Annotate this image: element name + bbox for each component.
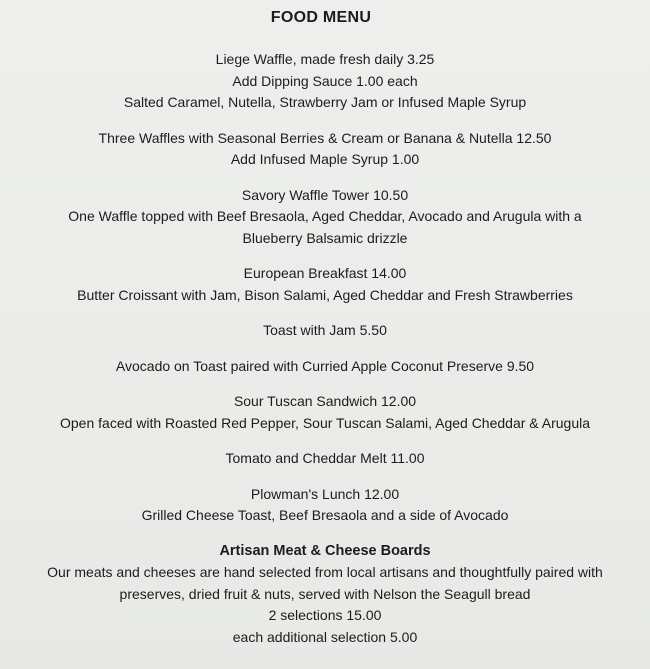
menu-item-line: European Breakfast 14.00 <box>243 265 407 281</box>
menu-title: FOOD MENU <box>270 9 372 26</box>
menu-item-line: Toast with Jam 5.50 <box>263 322 387 338</box>
menu-item-line: Add Dipping Sauce 1.00 each <box>232 72 418 89</box>
menu-sections <box>0 49 650 648</box>
menu-item-plowmans-lunch <box>0 484 650 527</box>
menu-item-line: Three Waffles with Seasonal Berries & Cream or Banana & Nutella 12.50 <box>98 129 552 146</box>
menu-item-savory-waffle-tower <box>0 185 650 250</box>
boards-line: Our meats and cheeses are hand selected from local artisans and thoughtfully paired with <box>47 564 603 580</box>
boards-line: 2 selections 15.00 <box>268 607 382 623</box>
menu-item-line: Liege Waffle, made fresh daily 3.25 <box>215 51 435 67</box>
menu-item-line: Salted Caramel, Nutella, Strawberry Jam or Infused Maple Syrup <box>123 94 527 110</box>
menu-item-line: Grilled Cheese Toast, Beef Bresaola and a side of Avocado <box>141 507 509 523</box>
menu-item-line: Sour Tuscan Sandwich 12.00 <box>233 393 417 409</box>
menu-item-line: Plowman's Lunch 12.00 <box>250 485 400 502</box>
menu-item-three-waffles <box>0 128 650 171</box>
menu-item-liege-waffle <box>0 49 650 114</box>
menu-item-avocado-on-toast <box>0 356 650 378</box>
menu-item-sour-tuscan-sandwich <box>0 391 650 434</box>
boards-line: each additional selection 5.00 <box>232 628 418 645</box>
boards-line: preserves, dried fruit & nuts, served with Nelson the Seagull bread <box>119 585 531 602</box>
menu-item-line: Butter Croissant with Jam, Bison Salami, Aged Cheddar and Fresh Strawberries <box>77 286 573 303</box>
menu-item-line: Tomato and Cheddar Melt 11.00 <box>225 450 425 466</box>
menu-item-tomato-cheddar-melt <box>0 448 650 470</box>
menu-item-line: Open faced with Roasted Red Pepper, Sour Tuscan Salami, Aged Cheddar & Arugula <box>60 414 590 431</box>
menu-item-toast-with-jam <box>0 320 650 342</box>
boards-heading: Artisan Meat & Cheese Boards <box>219 542 431 559</box>
menu-item-line: Blueberry Balsamic drizzle <box>242 229 408 246</box>
menu-item-line: One Waffle topped with Beef Bresaola, Aged Cheddar, Avocado and Arugula with a <box>68 208 582 224</box>
menu-section-meat-cheese-boards <box>0 541 650 649</box>
menu-item-line: Avocado on Toast paired with Curried Apple Coconut Preserve 9.50 <box>115 357 535 374</box>
menu-item-european-breakfast <box>0 263 650 306</box>
menu-item-line: Add Infused Maple Syrup 1.00 <box>230 151 420 167</box>
menu-item-line: Savory Waffle Tower 10.50 <box>241 186 409 203</box>
